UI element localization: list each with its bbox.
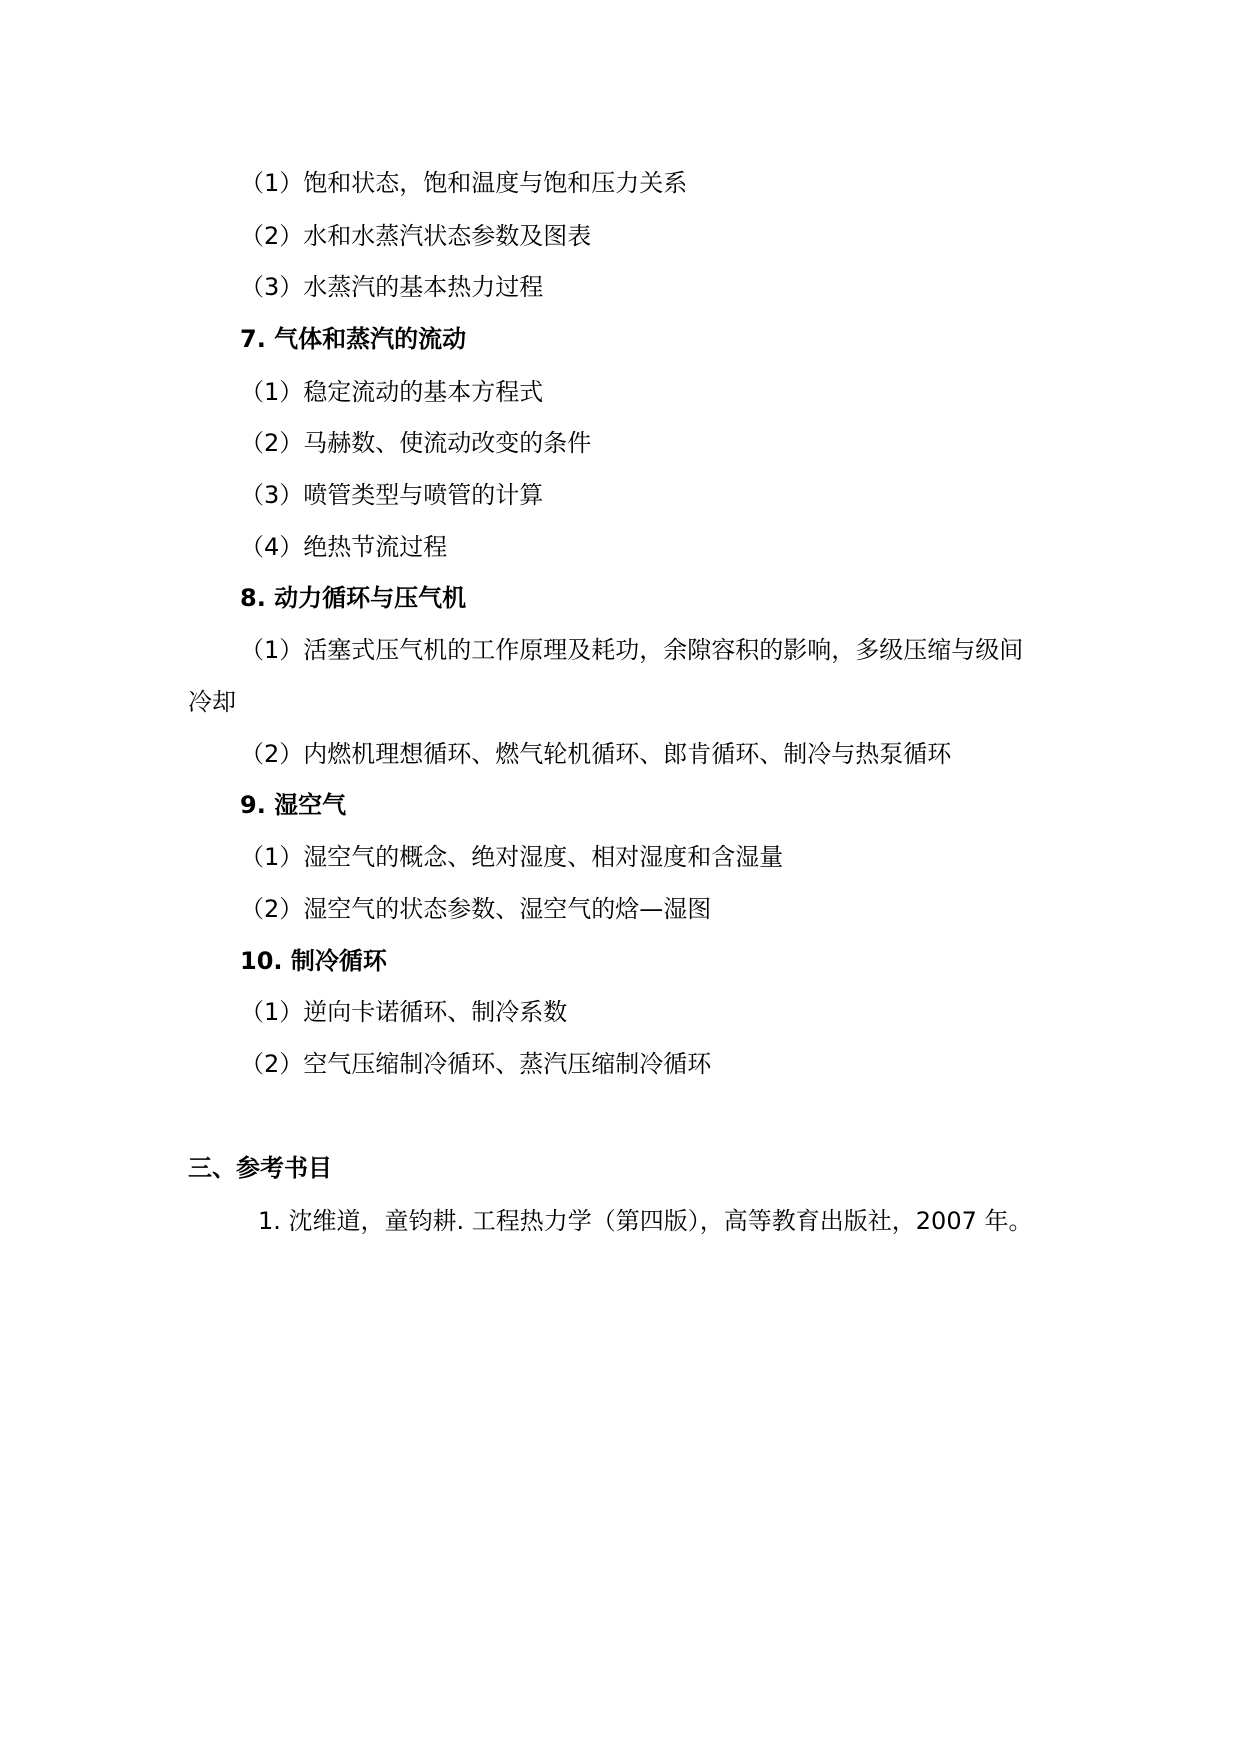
section-heading: 8. 动力循环与压气机 [240,584,467,612]
section-heading: 7. 气体和蒸汽的流动 [240,325,467,353]
list-item: （1）饱和状态，饱和温度与饱和压力关系 [240,169,688,197]
list-item: （4）绝热节流过程 [240,533,448,561]
list-item: （1）活塞式压气机的工作原理及耗功，余隙容积的影响，多级压缩与级间 [240,636,1024,664]
list-item: （2）水和水蒸汽状态参数及图表 [240,222,592,250]
list-item: （1）稳定流动的基本方程式 [240,378,544,406]
reference-item: 1. 沈维道，童钧耕. 工程热力学（第四版），高等教育出版社，2007 年。 [258,1207,1033,1235]
main-section-title: 三、参考书目 [188,1154,332,1182]
list-item: （2）湿空气的状态参数、湿空气的焓—湿图 [240,895,712,923]
section-heading: 9. 湿空气 [240,791,347,819]
list-item: （3）喷管类型与喷管的计算 [240,481,544,509]
list-item: （2）马赫数、使流动改变的条件 [240,429,592,457]
list-item-continuation: 冷却 [188,688,236,716]
list-item: （1）逆向卡诺循环、制冷系数 [240,998,568,1026]
list-item: （2）空气压缩制冷循环、蒸汽压缩制冷循环 [240,1050,712,1078]
list-item: （2）内燃机理想循环、燃气轮机循环、郎肯循环、制冷与热泵循环 [240,740,952,768]
section-heading: 10. 制冷循环 [240,947,387,975]
list-item: （1）湿空气的概念、绝对湿度、相对湿度和含湿量 [240,843,784,871]
list-item: （3）水蒸汽的基本热力过程 [240,273,544,301]
